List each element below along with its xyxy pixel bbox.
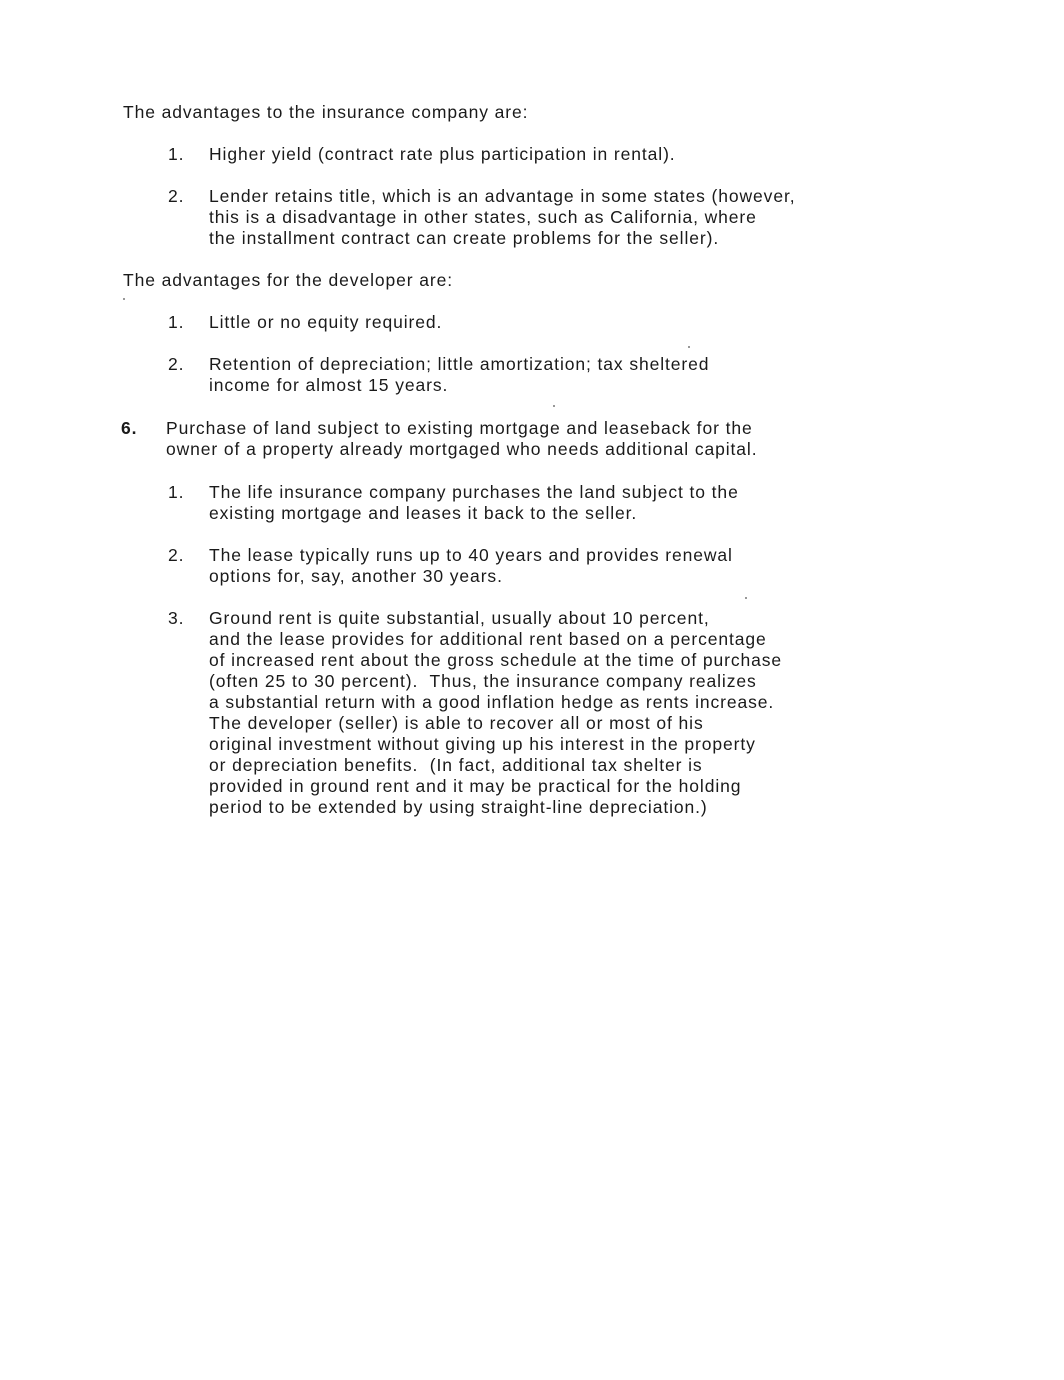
heading-insurer-advantages: The advantages to the insurance company are: — [123, 102, 529, 122]
developer-item-2-line-1: Retention of depreciation; little amortization; tax sheltered — [209, 354, 710, 374]
section-6-item-1-line-1: The life insurance company purchases the land subject to the — [209, 482, 739, 502]
section-6-item-1-line-2: existing mortgage and leases it back to the seller. — [209, 503, 638, 523]
section-6-item-3-line-10: period to be extended by using straight-line depreciation.) — [209, 797, 708, 817]
section-6-item-3-line-4: (often 25 to 30 percent). Thus, the insurance company realizes — [209, 671, 757, 691]
insurer-item-1-number: 1. — [168, 144, 185, 164]
insurer-item-2-line-2: this is a disadvantage in other states, such as California, where — [209, 207, 757, 227]
section-6-item-3-line-8: or depreciation benefits. (In fact, additional tax shelter is — [209, 755, 703, 775]
section-6-item-3-line-5: a substantial return with a good inflation hedge as rents increase. — [209, 692, 775, 712]
section-6-line-2: owner of a property already mortgaged who needs additional capital. — [166, 439, 758, 459]
section-6-item-2-line-2: options for, say, another 30 years. — [209, 566, 503, 586]
section-6-item-3-line-9: provided in ground rent and it may be practical for the holding — [209, 776, 742, 796]
scan-speck — [553, 405, 555, 407]
developer-item-2-number: 2. — [168, 354, 185, 374]
section-6-line-1: Purchase of land subject to existing mortgage and leaseback for the — [166, 418, 753, 438]
developer-item-1-number: 1. — [168, 312, 185, 332]
section-6-item-3-line-1: Ground rent is quite substantial, usually about 10 percent, — [209, 608, 710, 628]
scan-speck — [123, 298, 125, 300]
developer-item-2-line-2: income for almost 15 years. — [209, 375, 449, 395]
heading-developer-advantages: The advantages for the developer are: — [123, 270, 454, 290]
insurer-item-1-line-1: Higher yield (contract rate plus participation in rental). — [209, 144, 676, 164]
section-6-item-1-number: 1. — [168, 482, 185, 502]
scan-speck — [688, 346, 690, 348]
insurer-item-2-number: 2. — [168, 186, 185, 206]
section-6-item-2-line-1: The lease typically runs up to 40 years and provides renewal — [209, 545, 733, 565]
section-6-item-2-number: 2. — [168, 545, 185, 565]
insurer-item-2-line-1: Lender retains title, which is an advantage in some states (however, — [209, 186, 796, 206]
developer-item-1-line-1: Little or no equity required. — [209, 312, 443, 332]
section-6-item-3-line-6: The developer (seller) is able to recover all or most of his — [209, 713, 704, 733]
section-6-item-3-line-3: of increased rent about the gross schedule at the time of purchase — [209, 650, 783, 670]
section-6-number: 6. — [121, 418, 138, 438]
section-6-item-3-line-7: original investment without giving up his interest in the property — [209, 734, 756, 754]
section-6-item-3-line-2: and the lease provides for additional rent based on a percentage — [209, 629, 767, 649]
insurer-item-2-line-3: the installment contract can create problems for the seller). — [209, 228, 720, 248]
scan-speck — [745, 597, 747, 599]
section-6-item-3-number: 3. — [168, 608, 185, 628]
